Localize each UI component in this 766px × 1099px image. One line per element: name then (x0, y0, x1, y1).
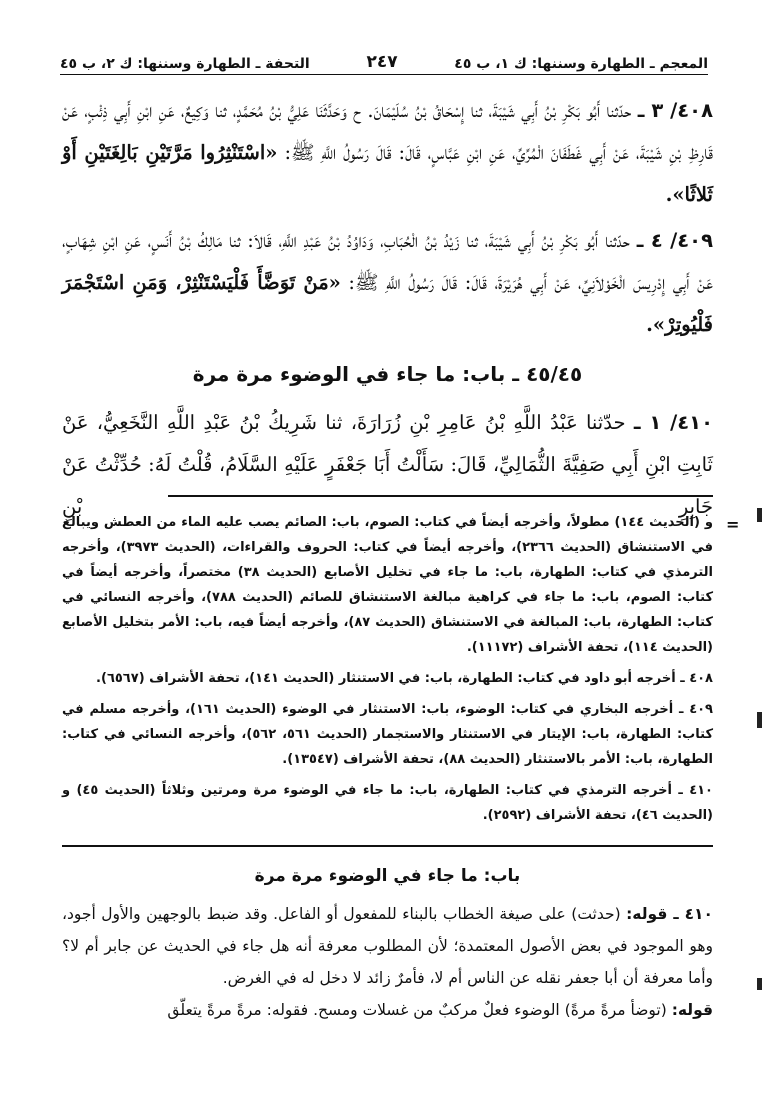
commentary-paragraph-1: ٤١٠ ـ قوله: (حدثت) على صيغة الخطاب بالبناء للمفعول أو الفاعل. وقد ضبط بالوجهين والأول أجود، وهو الموجود في بعض الأصول المعتمدة؛ لأن المطلوب معرفة أنه هل جاء في الحديث عن جابر أم لا؟ وأما معرفة أن أبا جعفر نقله عن الناس أم لا، فأمرٌ زائد لا دخل له في الغرض. (62, 905, 713, 987)
footnote-409: ٤٠٩ ـ أخرجه البخاري في كتاب: الوضوء، باب: الاستنثار في الوضوء (الحديث ١٦١)، وأخرجه مسلم في كتاب: الطهارة، باب: الإيتار في الاستنثار والاستجمار (الحديث ٥٦١، ٥٦٢)، وأخرجه النسائي في كتاب: الطهارة، باب: الأمر بالاستنثار (الحديث ٨٨)، تحفة الأشراف (١٣٥٤٧). (62, 702, 713, 767)
commentary-paragraph-2: قوله: (توضأ مرةً مرةً) الوضوء فعلٌ مركبٌ من غسلات ومسح. فقوله: مرةً مرةً يتعلّق (167, 1001, 713, 1019)
chapter-heading: ٤٥/٤٥ ـ باب: ما جاء في الوضوء مرة مرة (192, 362, 583, 386)
commentary-lead: ٤١٠ ـ قوله: (626, 905, 713, 923)
hadith-number: ٤٠٨/ ٣ ـ (637, 99, 713, 122)
footnote-410: ٤١٠ ـ أخرجه الترمذي في كتاب: الطهارة، باب: ما جاء في الوضوء مرة ومرتين وثلاثاً (الحديث ٤٥) و (الحديث ٤٦)، تحفة الأشراف (٢٥٩٢). (62, 783, 713, 823)
hadith-quote: «مَنْ تَوَضَّأَ فَلْيَسْتَنْثِرْ، وَمَنِ اسْتَجْمَرَ فَلْيُوتِرْ». (62, 271, 713, 336)
running-header (60, 38, 708, 72)
footnotes (62, 510, 713, 834)
hadith-number: ٤١٠/ ١ ـ (633, 411, 713, 434)
hadith-text: حدّثنا أَبُو بَكْرِ بْنُ أَبِي شَيْبَةَ، ثنا زَيْدُ بْنُ الْحُبَابِ، وَدَاوُدُ بْنُ عَبْدِ اللَّهِ، قَالاَ: ثنا مَالِكُ بْنُ أَنَسٍ، عَنِ ابْنِ شِهَابٍ، عَنْ أَبِي إِدْرِيسَ الْخَوْلاَنِيِّ، عَنْ أَبِي هُرَيْرَةَ، قَالَ: قَالَ رَسُولُ اللَّهِ ﷺ: (62, 229, 713, 294)
header-right: المعجم ـ الطهارة وسننها: ك ١، ب ٤٥ (454, 56, 708, 72)
hadith-text: حدّثنا أَبُو بَكْرِ بْنُ أَبِي شَيْبَةَ، ثنا إِسْحَاقُ بْنُ سُلَيْمَانَ. ح وَحَدَّثَنَا عَلِيُّ بْنُ مُحَمَّدٍ، ثنا وَكِيعٌ، عَنِ ابْنِ أَبِي ذِئْبٍ، عَنْ قَارِظِ بْنِ شَيْبَةَ، عَنْ أَبِي غَطَفَانَ الْمُرِّيِّ، عَنِ ابْنِ عَبَّاسٍ، قَالَ: قَالَ رَسُولُ اللَّهِ ﷺ: (62, 99, 713, 164)
commentary-separator (62, 845, 713, 847)
hadith-quote: «اسْتَنْثِرُوا مَرَّتَيْنِ بَالِغَتَيْنِ أَوْ ثَلاثًا». (62, 141, 713, 206)
margin-mark (757, 712, 762, 728)
continuation-mark: = (726, 515, 740, 534)
header-left: التحفة ـ الطهارة وسننها: ك ٢، ب ٤٥ (60, 56, 310, 72)
margin-mark (757, 508, 762, 522)
margin-mark (757, 978, 762, 990)
footnote-408: ٤٠٨ ـ أخرجه أبو داود في كتاب: الطهارة، باب: في الاستنثار (الحديث ١٤١)، تحفة الأشراف (٦٥٦٧). (96, 671, 713, 686)
page-number: ٢٤٧ (366, 52, 398, 72)
commentary-heading: باب: ما جاء في الوضوء مرة مرة (254, 866, 521, 886)
hadith-number: ٤٠٩/ ٤ ـ (636, 229, 713, 252)
footnote-continuation: و (الحديث ١٤٤) مطولاً، وأخرجه أيضاً في كتاب: الصوم، باب: الصائم يصب عليه الماء من العطش ويبالغ في الاستنشاق (الحديث ٢٣٦٦)، وأخرجه أيضاً في كتاب: الحروف والقراءات، (الحديث ٣٩٧٣)، وأخرجه الترمذي في كتاب: الطهارة، باب: ما جاء في تخليل الأصابع (الحديث ٣٨) مختصراً، وأخرجه أيضاً في كتاب: الصوم، باب: ما جاء في كراهية مبالغة الاستنشاق للصائم (الحديث ٧٨٨)، وأخرجه النسائي في كتاب: الطهارة، باب: المبالغة في الاستنشاق (الحديث ٨٧)، وأخرجه أيضاً فيه، باب: الأمر بتخليل الأصابع (الحديث ١١٤)، تحفة الأشراف (١١١٧٢). (62, 515, 714, 655)
hadith-409 (62, 220, 713, 346)
header-rule (60, 74, 708, 75)
hadith-408 (62, 90, 713, 216)
footnote-separator (168, 495, 713, 497)
commentary-lead: قوله: (671, 1001, 713, 1019)
hadith-text: حدّثنا عَبْدُ اللَّهِ بْنُ عَامِرِ بْنِ زُرَارَةَ، ثنا شَرِيكُ بْنُ عَبْدِ اللَّهِ النَّخَعِيُّ، عَنْ ثَابِتِ ابْنِ أَبِي صَفِيَّةَ الثُّمَالِيِّ، قَالَ: سَأَلْتُ أَبَا جَعْفَرٍ عَلَيْهِ السَّلَامُ، قُلْتُ لَهُ: حُدِّثْتُ عَنْ جَابِرِ بْنِ (62, 411, 713, 518)
commentary-body (62, 898, 713, 1026)
